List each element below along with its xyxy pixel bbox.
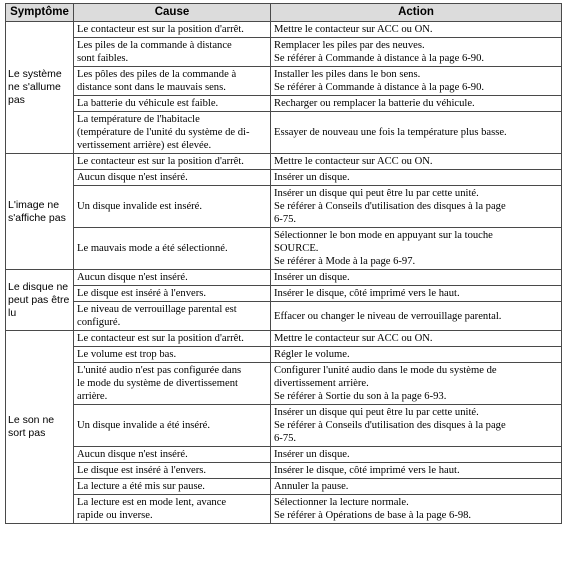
action-cell: Effacer ou changer le niveau de verrouillage parental.	[271, 302, 562, 331]
table-row	[6, 170, 562, 186]
table-row	[6, 67, 562, 96]
cause-cell: Aucun disque n'est inséré.	[74, 170, 271, 186]
action-cell: Mettre le contacteur sur ACC ou ON.	[271, 154, 562, 170]
troubleshooting-page	[5, 3, 562, 524]
cause-cell: Le mauvais mode a été sélectionné.	[74, 228, 271, 270]
cause-cell: L'unité audio n'est pas configurée dans le mode du système de divertissement arrière.	[74, 363, 271, 405]
table-row	[6, 479, 562, 495]
cause-cell: Les piles de la commande à distance sont faibles.	[74, 38, 271, 67]
table-row	[6, 22, 562, 38]
table-header-row	[6, 4, 562, 22]
cause-cell: Le contacteur est sur la position d'arrêt.	[74, 331, 271, 347]
troubleshooting-table	[5, 3, 562, 524]
symptom-cell: Le système ne s'allume pas	[6, 22, 74, 154]
table-row	[6, 363, 562, 405]
action-cell: Installer les piles dans le bon sens. Se référer à Commande à distance à la page 6-90.	[271, 67, 562, 96]
cause-cell: Le contacteur est sur la position d'arrêt.	[74, 22, 271, 38]
header-symptom: Symptôme	[6, 4, 74, 22]
action-cell: Insérer un disque.	[271, 447, 562, 463]
table-row	[6, 96, 562, 112]
cause-cell: Le disque est inséré à l'envers.	[74, 463, 271, 479]
cause-cell: Le volume est trop bas.	[74, 347, 271, 363]
action-cell: Sélectionner la lecture normale. Se référer à Opérations de base à la page 6-98.	[271, 495, 562, 524]
cause-cell: La lecture est en mode lent, avance rapide ou inverse.	[74, 495, 271, 524]
cause-cell: La lecture a été mis sur pause.	[74, 479, 271, 495]
cause-cell: Les pôles des piles de la commande à distance sont dans le mauvais sens.	[74, 67, 271, 96]
table-row	[6, 186, 562, 228]
action-cell: Insérer un disque.	[271, 170, 562, 186]
table-row	[6, 302, 562, 331]
action-cell: Insérer un disque qui peut être lu par cette unité. Se référer à Conseils d'utilisation des disques à la page 6-75.	[271, 405, 562, 447]
cause-cell: La batterie du véhicule est faible.	[74, 96, 271, 112]
table-row	[6, 347, 562, 363]
table-row	[6, 331, 562, 347]
cause-cell: Un disque invalide est inséré.	[74, 186, 271, 228]
table-row	[6, 270, 562, 286]
action-cell: Recharger ou remplacer la batterie du véhicule.	[271, 96, 562, 112]
table-row	[6, 154, 562, 170]
symptom-cell: L'image ne s'affiche pas	[6, 154, 74, 270]
action-cell: Insérer un disque.	[271, 270, 562, 286]
symptom-cell: Le son ne sort pas	[6, 331, 74, 524]
table-row	[6, 286, 562, 302]
table-row	[6, 405, 562, 447]
action-cell: Sélectionner le bon mode en appuyant sur la touche SOURCE. Se référer à Mode à la page 6-97.	[271, 228, 562, 270]
action-cell: Mettre le contacteur sur ACC ou ON.	[271, 331, 562, 347]
symptom-cell: Le disque ne peut pas être lu	[6, 270, 74, 331]
table-row	[6, 38, 562, 67]
header-cause: Cause	[74, 4, 271, 22]
table-row	[6, 463, 562, 479]
header-action: Action	[271, 4, 562, 22]
cause-cell: Un disque invalide a été inséré.	[74, 405, 271, 447]
cause-cell: Aucun disque n'est inséré.	[74, 270, 271, 286]
cause-cell: La température de l'habitacle (température de l'unité du système de di- vertissement arrière) est élevée.	[74, 112, 271, 154]
action-cell: Remplacer les piles par des neuves. Se référer à Commande à distance à la page 6-90.	[271, 38, 562, 67]
cause-cell: Le niveau de verrouillage parental est configuré.	[74, 302, 271, 331]
action-cell: Insérer un disque qui peut être lu par cette unité. Se référer à Conseils d'utilisation des disques à la page 6-75.	[271, 186, 562, 228]
table-row	[6, 495, 562, 524]
action-cell: Annuler la pause.	[271, 479, 562, 495]
action-cell: Mettre le contacteur sur ACC ou ON.	[271, 22, 562, 38]
cause-cell: Le contacteur est sur la position d'arrêt.	[74, 154, 271, 170]
action-cell: Insérer le disque, côté imprimé vers le haut.	[271, 286, 562, 302]
action-cell: Régler le volume.	[271, 347, 562, 363]
table-row	[6, 112, 562, 154]
cause-cell: Aucun disque n'est inséré.	[74, 447, 271, 463]
action-cell: Configurer l'unité audio dans le mode du système de divertissement arrière. Se référer à Sortie du son à la page 6-93.	[271, 363, 562, 405]
table-row	[6, 228, 562, 270]
action-cell: Insérer le disque, côté imprimé vers le haut.	[271, 463, 562, 479]
cause-cell: Le disque est inséré à l'envers.	[74, 286, 271, 302]
action-cell: Essayer de nouveau une fois la température plus basse.	[271, 112, 562, 154]
table-row	[6, 447, 562, 463]
